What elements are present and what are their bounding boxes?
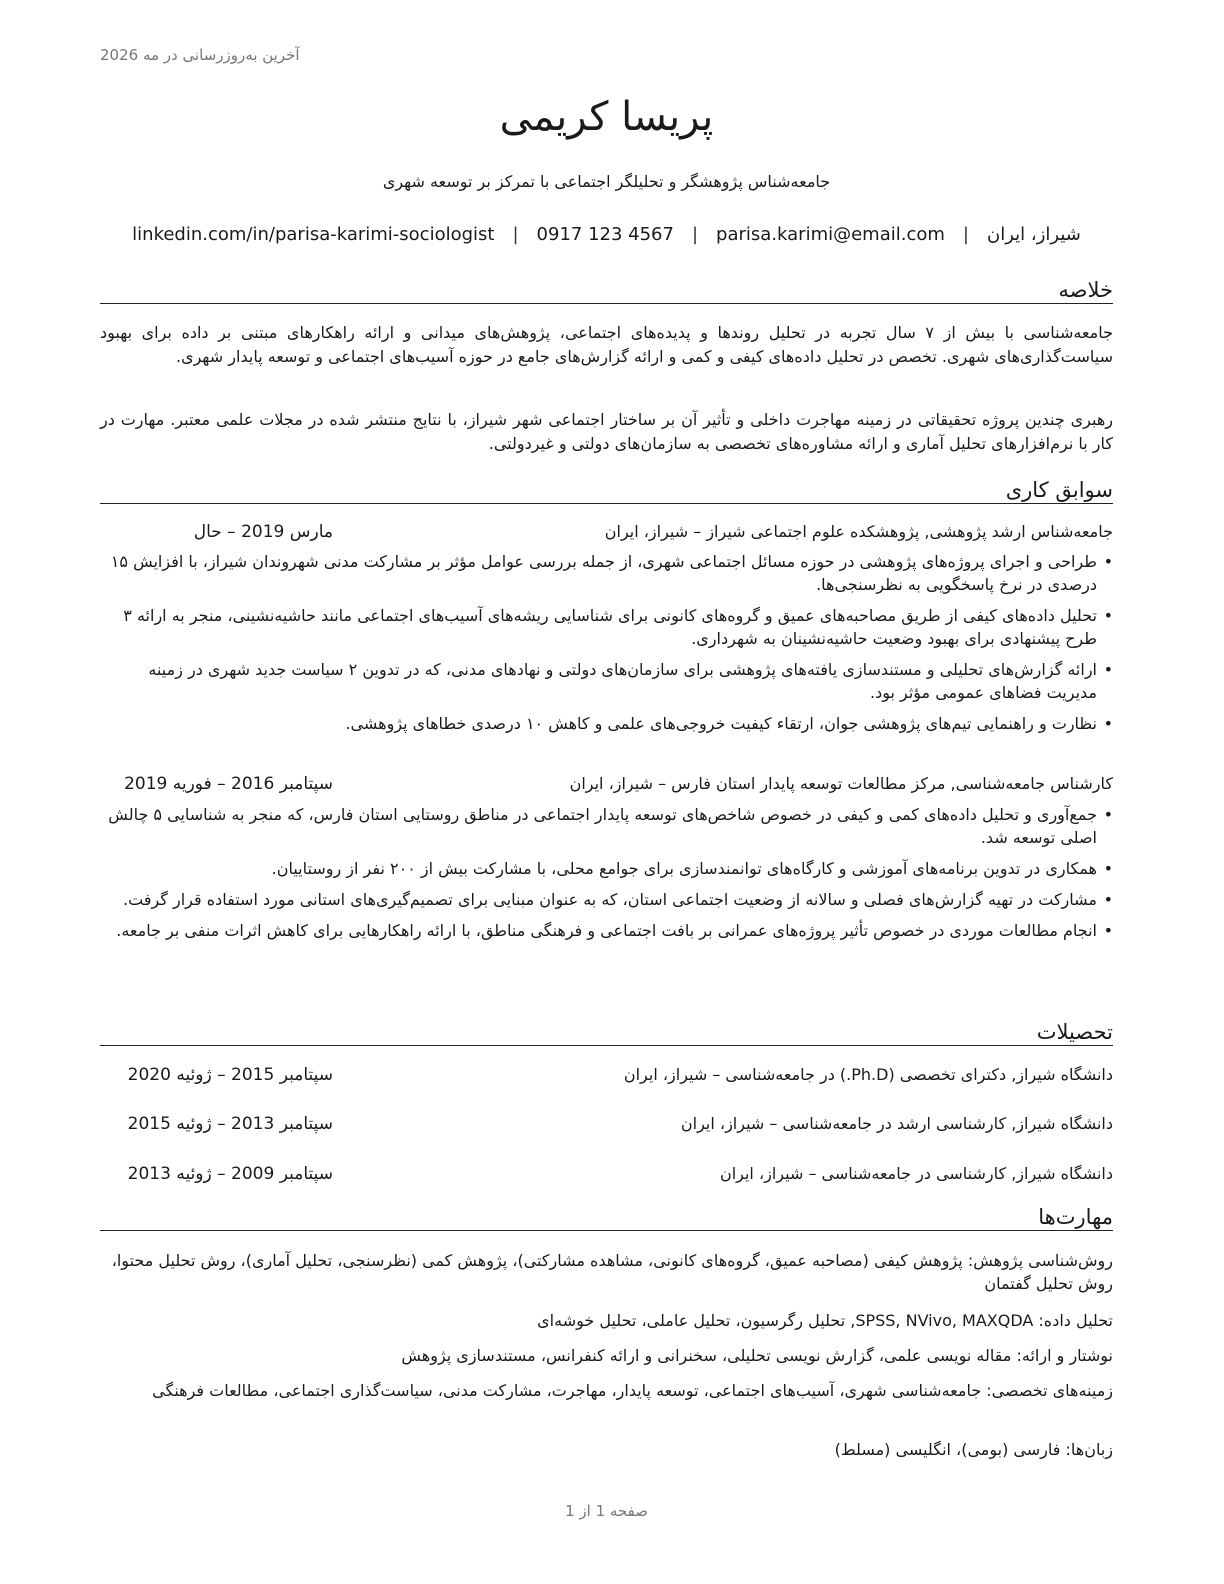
job-bullets (100, 550, 1113, 743)
summary-paragraph: رهبری چندین پروژه تحقیقاتی در زمینه مهاجرت داخلی و تأثیر آن بر ساختار اجتماعی شهر شیراز، با نتایج منتشر شده در مجلات علمی معتبر. مهارت در کار با نرم‌افزارهای تحلیل آماری و ارائه مشاوره‌های تخصصی به سازمان‌های دولتی و غیردولتی. (100, 410, 1113, 453)
skill-line: نوشتار و ارائه: مقاله نویسی علمی، گزارش نویسی تحلیلی، سخنرانی و ارائه کنفرانس، مستندسازی پژوهش (401, 1346, 1113, 1365)
contact-line (100, 224, 1113, 245)
education-degree: دانشگاه شیراز, دکترای تخصصی (Ph.D.) در جامعه‌شناسی – شیراز، ایران (623, 1065, 1113, 1084)
job-dates: مارس 2019 – حال (193, 522, 333, 542)
list-item: • همکاری در تدوین برنامه‌های آموزشی و کارگاه‌های توانمندسازی برای جوامع محلی، با مشارکت بیش از ۲۰۰ نفر از روستاییان. (100, 857, 1113, 880)
section-title-skills: مهارت‌ها (100, 1204, 1113, 1231)
list-item: • تحلیل داده‌های کیفی از طریق مصاحبه‌های عمیق و گروه‌های کانونی برای شناسایی ریشه‌های آسیب‌های اجتماعی مانند حاشیه‌نشینی، منجر به ارائه ۳ طرح پیشنهادی برای بهبود وضعیت حاشیه‌نشینان به شهرداری. (100, 604, 1113, 650)
section-title-experience: سوابق کاری (100, 477, 1113, 504)
last-updated: آخرین به‌روزرسانی در مه 2026 (100, 46, 300, 64)
list-item: • طراحی و اجرای پروژه‌های پژوهشی در حوزه مسائل اجتماعی شهری، از جمله بررسی عوامل مؤثر بر مشارکت مدنی شهروندان شیراز، با افزایش ۱۵ درصدی در نرخ پاسخگویی به نظرسنجی‌ها. (100, 550, 1113, 596)
section-title-education: تحصیلات (100, 1019, 1113, 1046)
list-item: • مشارکت در تهیه گزارش‌های فصلی و سالانه از وضعیت اجتماعی استان، که به عنوان مبنایی برای تصمیم‌گیری‌های استانی مورد استفاده قرار گرفت. (100, 888, 1113, 911)
education-item (100, 1112, 1113, 1136)
contact-separator: | (691, 224, 699, 245)
job-heading (100, 520, 1113, 544)
education-degree: دانشگاه شیراز, کارشناسی ارشد در جامعه‌شناسی – شیراز، ایران (680, 1114, 1113, 1133)
contact-separator: | (512, 224, 519, 245)
skill-line: زمینه‌های تخصصی: جامعه‌شناسی شهری، آسیب‌های اجتماعی، توسعه پایدار، مهاجرت، مشارکت مدنی، سیاست‌گذاری اجتماعی، مطالعات فرهنگی (152, 1381, 1113, 1400)
page-number: صفحه 1 از 1 (565, 1502, 648, 1520)
job-title: جامعه‌شناس ارشد پژوهشی, پژوهشکده علوم اجتماعی شیراز – شیراز، ایران (604, 522, 1113, 541)
contact-phone[interactable]: 0917 123 4567 (536, 224, 674, 245)
resume-page (100, 0, 1113, 1584)
contact-separator: | (962, 224, 969, 245)
education-dates: سپتامبر 2009 – ژوئیه 2013 (127, 1164, 333, 1184)
person-name: پریسا کریمی (499, 94, 714, 140)
skill-line: روش‌شناسی پژوهش: پژوهش کیفی (مصاحبه عمیق، گروه‌های کانونی، مشاهده مشارکتی)، پژوهش کمی (نظرسنجی، تحلیل آماری)، روش تحلیل محتوا، روش تحلیل گفتمان (111, 1251, 1113, 1293)
education-item (100, 1063, 1113, 1087)
summary-paragraph: جامعه‌شناسی با بیش از ۷ سال تجربه در تحلیل روندها و پدیده‌های اجتماعی، پژوهش‌های میدانی و ارائه راهکارهای مبتنی بر داده برای بهبود سیاست‌گذاری‌های شهری. تخصص در تحلیل داده‌های کیفی و کمی و ارائه گزارش‌های جامع در حوزه آسیب‌های اجتماعی و توسعه پایدار شهری. (100, 323, 1113, 366)
list-item: • جمع‌آوری و تحلیل داده‌های کمی و کیفی در خصوص شاخص‌های توسعه پایدار اجتماعی در مناطق روستایی استان فارس، که منجر به شناسایی ۵ چالش اصلی توسعه شد. (100, 803, 1113, 849)
list-item: • نظارت و راهنمایی تیم‌های پژوهشی جوان، ارتقاء کیفیت خروجی‌های علمی و کاهش ۱۰ درصدی خطاهای پژوهشی. (100, 712, 1113, 735)
education-dates: سپتامبر 2015 – ژوئیه 2020 (127, 1065, 333, 1085)
skill-line: زبان‌ها: فارسی (بومی)، انگلیسی (مسلط) (834, 1440, 1113, 1459)
section-title-summary: خلاصه (100, 277, 1113, 304)
education-degree: دانشگاه شیراز, کارشناسی در جامعه‌شناسی – شیراز، ایران (719, 1164, 1113, 1183)
job-heading (100, 772, 1113, 796)
tagline: جامعه‌شناس پژوهشگر و تحلیلگر اجتماعی با تمرکز بر توسعه شهری (382, 172, 831, 191)
job-title: کارشناس جامعه‌شناسی, مرکز مطالعات توسعه پایدار استان فارس – شیراز، ایران (569, 774, 1113, 793)
skill-line: تحلیل داده: SPSS, NVivo, MAXQDA, تحلیل رگرسیون، تحلیل عاملی، تحلیل خوشه‌ای (537, 1311, 1113, 1330)
education-dates: سپتامبر 2013 – ژوئیه 2015 (127, 1114, 333, 1134)
list-item: • ارائه گزارش‌های تحلیلی و مستندسازی یافته‌های پژوهشی برای سازمان‌های دولتی و نهادهای مدنی، که در تدوین ۲ سیاست جدید شهری در زمینه مدیریت فضاهای عمومی مؤثر بود. (100, 658, 1113, 704)
list-item: • انجام مطالعات موردی در خصوص تأثیر پروژه‌های عمرانی بر بافت اجتماعی و فرهنگی مناطق، با ارائه راهکارهایی برای کاهش اثرات منفی بر جامعه. (100, 919, 1113, 942)
job-dates: سپتامبر 2016 – فوریه 2019 (124, 774, 333, 794)
contact-email[interactable]: parisa.karimi@email.com (716, 224, 945, 245)
job-bullets (100, 803, 1113, 950)
contact-linkedin[interactable]: linkedin.com/in/parisa-karimi-sociologist (132, 224, 495, 245)
contact-location: شیراز، ایران (987, 224, 1081, 245)
education-item (100, 1162, 1113, 1186)
